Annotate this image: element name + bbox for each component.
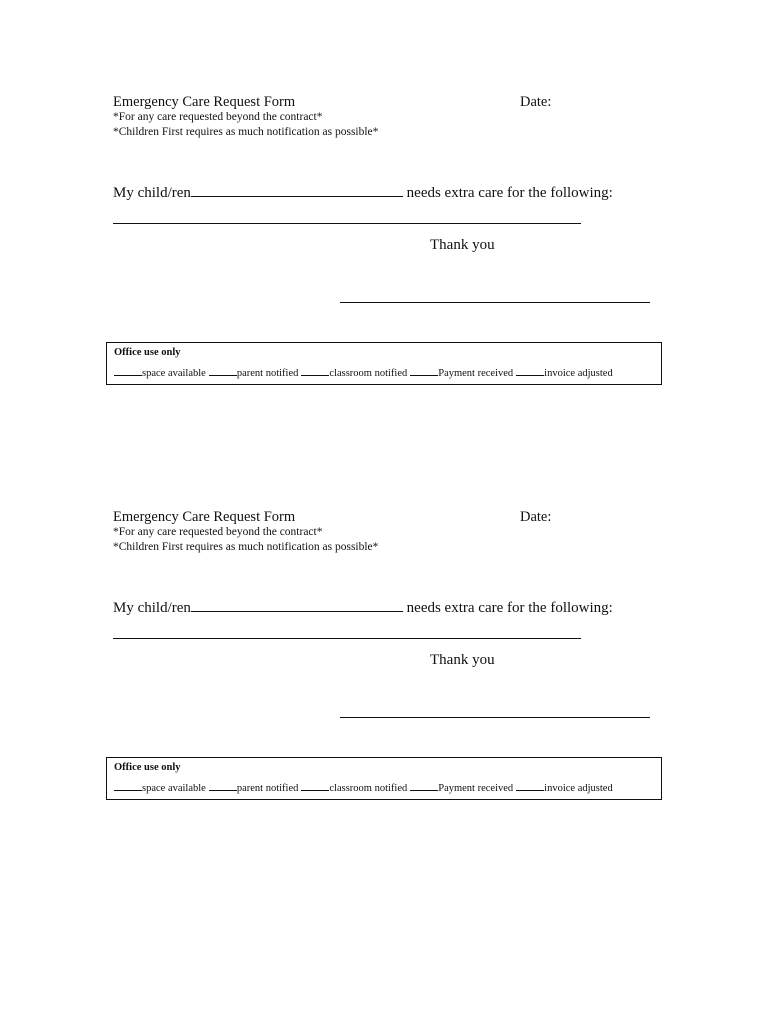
child-prefix: My child/ren xyxy=(113,600,191,616)
office-checklist xyxy=(114,780,613,795)
reason-field[interactable] xyxy=(113,223,581,224)
notification-note: *Children First requires as much notification as possible* xyxy=(113,126,379,138)
office-item-invoice-adjusted xyxy=(516,365,613,380)
request-form-1 xyxy=(0,93,770,393)
space-available-blank[interactable] xyxy=(114,780,142,791)
office-use-title: Office use only xyxy=(114,762,181,773)
child-name-field[interactable] xyxy=(191,183,403,197)
date-label: Date: xyxy=(520,94,552,110)
thank-you-text: Thank you xyxy=(430,237,495,253)
contract-note: *For any care requested beyond the contract* xyxy=(113,111,323,123)
office-item-payment-received xyxy=(410,780,513,795)
parent-notified-blank[interactable] xyxy=(209,365,237,376)
invoice-adjusted-blank[interactable] xyxy=(516,780,544,791)
reason-field[interactable] xyxy=(113,638,581,639)
office-item-label: space available xyxy=(142,783,206,794)
child-suffix: needs extra care for the following: xyxy=(406,600,613,616)
office-item-invoice-adjusted xyxy=(516,780,613,795)
parent-notified-blank[interactable] xyxy=(209,780,237,791)
office-use-box xyxy=(106,342,662,385)
office-item-label: Payment received xyxy=(438,368,514,379)
payment-received-blank[interactable] xyxy=(410,365,438,376)
thank-you-text: Thank you xyxy=(430,652,495,668)
office-item-label: Payment received xyxy=(438,783,514,794)
office-item-classroom-notified xyxy=(301,780,407,795)
office-item-classroom-notified xyxy=(301,365,407,380)
office-item-label: space available xyxy=(142,368,206,379)
request-form-2 xyxy=(0,508,770,808)
signature-field[interactable] xyxy=(340,302,650,303)
classroom-notified-blank[interactable] xyxy=(301,365,329,376)
office-item-label: invoice adjusted xyxy=(544,783,613,794)
office-item-label: parent notified xyxy=(236,368,299,379)
notification-note: *Children First requires as much notification as possible* xyxy=(113,541,379,553)
child-request-line xyxy=(113,183,613,202)
form-title: Emergency Care Request Form xyxy=(113,509,296,525)
child-prefix: My child/ren xyxy=(113,185,191,201)
contract-note: *For any care requested beyond the contract* xyxy=(113,526,323,538)
office-checklist xyxy=(114,365,613,380)
form-title: Emergency Care Request Form xyxy=(113,94,296,110)
office-item-space-available xyxy=(114,780,206,795)
invoice-adjusted-blank[interactable] xyxy=(516,365,544,376)
office-use-title: Office use only xyxy=(114,347,181,358)
child-suffix: needs extra care for the following: xyxy=(406,185,613,201)
signature-field[interactable] xyxy=(340,717,650,718)
office-use-box xyxy=(106,757,662,800)
office-item-label: parent notified xyxy=(236,783,299,794)
office-item-label: invoice adjusted xyxy=(544,368,613,379)
date-label: Date: xyxy=(520,509,552,525)
child-request-line xyxy=(113,598,613,617)
payment-received-blank[interactable] xyxy=(410,780,438,791)
office-item-label: classroom notified xyxy=(329,368,408,379)
office-item-payment-received xyxy=(410,365,513,380)
child-name-field[interactable] xyxy=(191,598,403,612)
office-item-space-available xyxy=(114,365,206,380)
office-item-parent-notified xyxy=(209,365,299,380)
space-available-blank[interactable] xyxy=(114,365,142,376)
office-item-label: classroom notified xyxy=(329,783,408,794)
classroom-notified-blank[interactable] xyxy=(301,780,329,791)
office-item-parent-notified xyxy=(209,780,299,795)
